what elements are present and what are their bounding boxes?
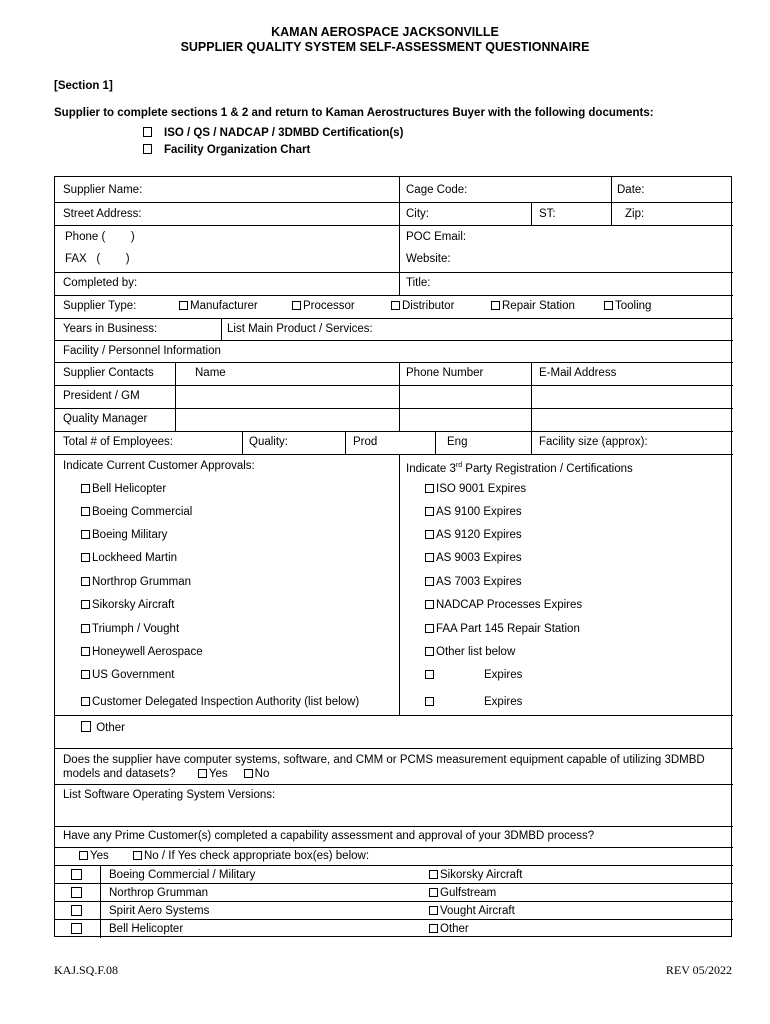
approval-boeing-military[interactable]: Boeing Military xyxy=(81,528,167,542)
checkbox-icon[interactable] xyxy=(429,924,438,933)
checkbox-icon[interactable] xyxy=(425,600,434,609)
checkbox-icon[interactable] xyxy=(81,721,91,732)
checkbox-icon[interactable] xyxy=(425,670,434,679)
required-doc-label: Facility Organization Chart xyxy=(164,144,311,156)
checkbox-icon[interactable] xyxy=(292,301,301,310)
total-employees-label: Total # of Employees: xyxy=(63,436,173,448)
prime-northrop-label: Northrop Grumman xyxy=(109,887,209,899)
cert-as-9003[interactable]: AS 9003 Expires xyxy=(425,551,522,565)
checkbox-icon[interactable] xyxy=(425,484,434,493)
supplier-type-manufacturer[interactable]: Manufacturer xyxy=(179,299,258,313)
checkbox-icon[interactable] xyxy=(491,301,500,310)
checkbox-icon[interactable] xyxy=(391,301,400,310)
prime-gulfstream[interactable]: Gulfstream xyxy=(429,886,496,900)
checkbox-icon[interactable] xyxy=(425,553,434,562)
prime-checkbox-boeing[interactable] xyxy=(71,869,82,880)
approval-northrop-grumman[interactable]: Northrop Grumman xyxy=(81,575,191,589)
checkbox-icon[interactable] xyxy=(425,647,434,656)
street-address-label: Street Address: xyxy=(63,208,142,220)
checkbox-icon[interactable] xyxy=(425,507,434,516)
required-doc-certifications xyxy=(143,127,403,139)
checkbox-icon[interactable] xyxy=(79,851,88,860)
city-label: City: xyxy=(406,208,429,220)
checkbox-icon[interactable] xyxy=(429,870,438,879)
fax-label: FAX ( ) xyxy=(65,253,130,265)
poc-email-label: POC Email: xyxy=(406,231,467,243)
approval-sikorsky-aircraft[interactable]: Sikorsky Aircraft xyxy=(81,598,174,612)
revision: REV 05/2022 xyxy=(665,963,732,977)
approval-honeywell[interactable]: Honeywell Aerospace xyxy=(81,645,203,659)
checkbox-icon[interactable] xyxy=(81,670,90,679)
supplier-type-label: Supplier Type: xyxy=(63,300,137,312)
cmm-no-option[interactable]: No xyxy=(244,768,270,780)
checkbox-icon[interactable] xyxy=(81,530,90,539)
approval-us-government[interactable]: US Government xyxy=(81,668,174,682)
prod-employees-label: Prod xyxy=(353,436,378,448)
checkbox-icon[interactable] xyxy=(81,647,90,656)
cert-as-7003[interactable]: AS 7003 Expires xyxy=(425,575,522,589)
website-label: Website: xyxy=(406,253,451,265)
checkbox-icon[interactable] xyxy=(143,127,152,137)
checkbox-icon[interactable] xyxy=(425,530,434,539)
phone-label: Phone ( ) xyxy=(65,231,135,243)
checkbox-icon[interactable] xyxy=(81,553,90,562)
checkbox-icon[interactable] xyxy=(604,301,613,310)
checkbox-icon[interactable] xyxy=(81,484,90,493)
approval-boeing-commercial[interactable]: Boeing Commercial xyxy=(81,505,192,519)
cmm-yes-option[interactable]: Yes xyxy=(198,768,228,780)
supplier-type-tooling[interactable]: Tooling xyxy=(604,299,651,313)
checkbox-icon[interactable] xyxy=(425,624,434,633)
checkbox-icon[interactable] xyxy=(143,144,152,154)
checkbox-icon[interactable] xyxy=(429,906,438,915)
prime-boeing-label: Boeing Commercial / Military xyxy=(109,869,256,881)
cert-as-9120[interactable]: AS 9120 Expires xyxy=(425,528,522,542)
cert-faa-145[interactable]: FAA Part 145 Repair Station xyxy=(425,622,580,636)
approval-lockheed-martin[interactable]: Lockheed Martin xyxy=(81,551,177,565)
completed-by-label: Completed by: xyxy=(63,277,138,289)
prime-bell-label: Bell Helicopter xyxy=(109,923,184,935)
checkbox-icon[interactable] xyxy=(81,600,90,609)
approval-bell-helicopter[interactable]: Bell Helicopter xyxy=(81,482,166,496)
main-products-label: List Main Product / Services: xyxy=(227,323,373,335)
checkbox-icon[interactable] xyxy=(425,577,434,586)
checkbox-icon[interactable] xyxy=(179,301,188,310)
prime-checkbox-spirit[interactable] xyxy=(71,905,82,916)
checkbox-icon[interactable] xyxy=(81,624,90,633)
required-doc-label: ISO / QS / NADCAP / 3DMBD Certification(s) xyxy=(164,127,404,139)
role-quality-manager: Quality Manager xyxy=(63,413,148,425)
supplier-name-label: Supplier Name: xyxy=(63,184,143,196)
facility-personnel-label: Facility / Personnel Information xyxy=(63,345,221,357)
software-versions-label: List Software Operating System Versions: xyxy=(63,789,276,801)
cert-iso-9001[interactable]: ISO 9001 Expires xyxy=(425,482,526,496)
zip-label: Zip: xyxy=(625,208,645,220)
cert-extra-2[interactable]: Expires xyxy=(425,695,522,709)
prime-checkbox-northrop[interactable] xyxy=(71,887,82,898)
section-label: [Section 1] xyxy=(54,80,113,92)
cert-as-9100[interactable]: AS 9100 Expires xyxy=(425,505,522,519)
cert-nadcap[interactable]: NADCAP Processes Expires xyxy=(425,598,582,612)
prime-no-option[interactable]: No / If Yes check appropriate box(es) below: xyxy=(133,849,369,863)
prime-customer-question: Have any Prime Customer(s) completed a capability assessment and approval of your 3DMBD process? xyxy=(63,830,595,842)
eng-employees-label: Eng xyxy=(447,436,468,448)
checkbox-icon[interactable] xyxy=(81,577,90,586)
company-title: KAMAN AEROSPACE JACKSONVILLE xyxy=(271,25,499,39)
cert-other[interactable]: Other list below xyxy=(425,645,515,659)
facility-size-label: Facility size (approx): xyxy=(539,436,648,448)
prime-vought[interactable]: Vought Aircraft xyxy=(429,904,515,918)
supplier-type-processor[interactable]: Processor xyxy=(292,299,355,313)
checkbox-icon[interactable] xyxy=(81,697,90,706)
approval-delegated-inspection[interactable]: Customer Delegated Inspection Authority (list below) xyxy=(81,695,359,709)
checkbox-icon[interactable] xyxy=(429,888,438,897)
prime-checkbox-bell[interactable] xyxy=(71,923,82,934)
checkbox-icon[interactable] xyxy=(244,769,253,778)
checkbox-icon[interactable] xyxy=(81,507,90,516)
contacts-header: Supplier Contacts xyxy=(63,367,154,379)
prime-yes-option[interactable]: Yes xyxy=(79,849,109,863)
questionnaire-form xyxy=(54,176,732,937)
prime-spirit-label: Spirit Aero Systems xyxy=(109,905,210,917)
quality-employees-label: Quality: xyxy=(249,436,288,448)
title-label: Title: xyxy=(406,277,431,289)
date-label: Date: xyxy=(617,184,645,196)
supplier-type-distributor[interactable]: Distributor xyxy=(391,299,454,313)
cage-code-label: Cage Code: xyxy=(406,184,468,196)
prime-sikorsky[interactable]: Sikorsky Aircraft xyxy=(429,868,522,882)
form-title: SUPPLIER QUALITY SYSTEM SELF-ASSESSMENT QUESTIONNAIRE xyxy=(180,40,590,54)
instructions: Supplier to complete sections 1 & 2 and return to Kaman Aerostructures Buyer with the following documents: xyxy=(54,107,654,119)
form-number: KAJ.SQ.F.08 xyxy=(54,963,119,977)
years-in-business-label: Years in Business: xyxy=(63,323,158,335)
required-doc-org-chart xyxy=(143,144,310,156)
contacts-email-header: E-Mail Address xyxy=(539,367,617,379)
cmm-question: Does the supplier have computer systems, software, and CMM or PCMS measurement equipment capable of utilizing 3DMBD models and datasets? Yes No xyxy=(63,754,705,780)
approval-triumph-vought[interactable]: Triumph / Vought xyxy=(81,622,179,636)
checkbox-icon[interactable] xyxy=(198,769,207,778)
contacts-phone-header: Phone Number xyxy=(406,367,484,379)
state-label: ST: xyxy=(539,208,556,220)
cert-extra-1[interactable]: Expires xyxy=(425,668,522,682)
contacts-name-header: Name xyxy=(195,367,226,379)
third-party-header: Indicate 3rd Party Registration / Certifications xyxy=(406,462,633,475)
supplier-type-repair-station[interactable]: Repair Station xyxy=(491,299,575,313)
customer-approvals-header: Indicate Current Customer Approvals: xyxy=(63,460,255,472)
approval-other[interactable]: Other xyxy=(81,721,125,735)
role-president: President / GM xyxy=(63,390,140,402)
prime-other[interactable]: Other xyxy=(429,922,469,936)
checkbox-icon[interactable] xyxy=(425,697,434,706)
checkbox-icon[interactable] xyxy=(133,851,142,860)
